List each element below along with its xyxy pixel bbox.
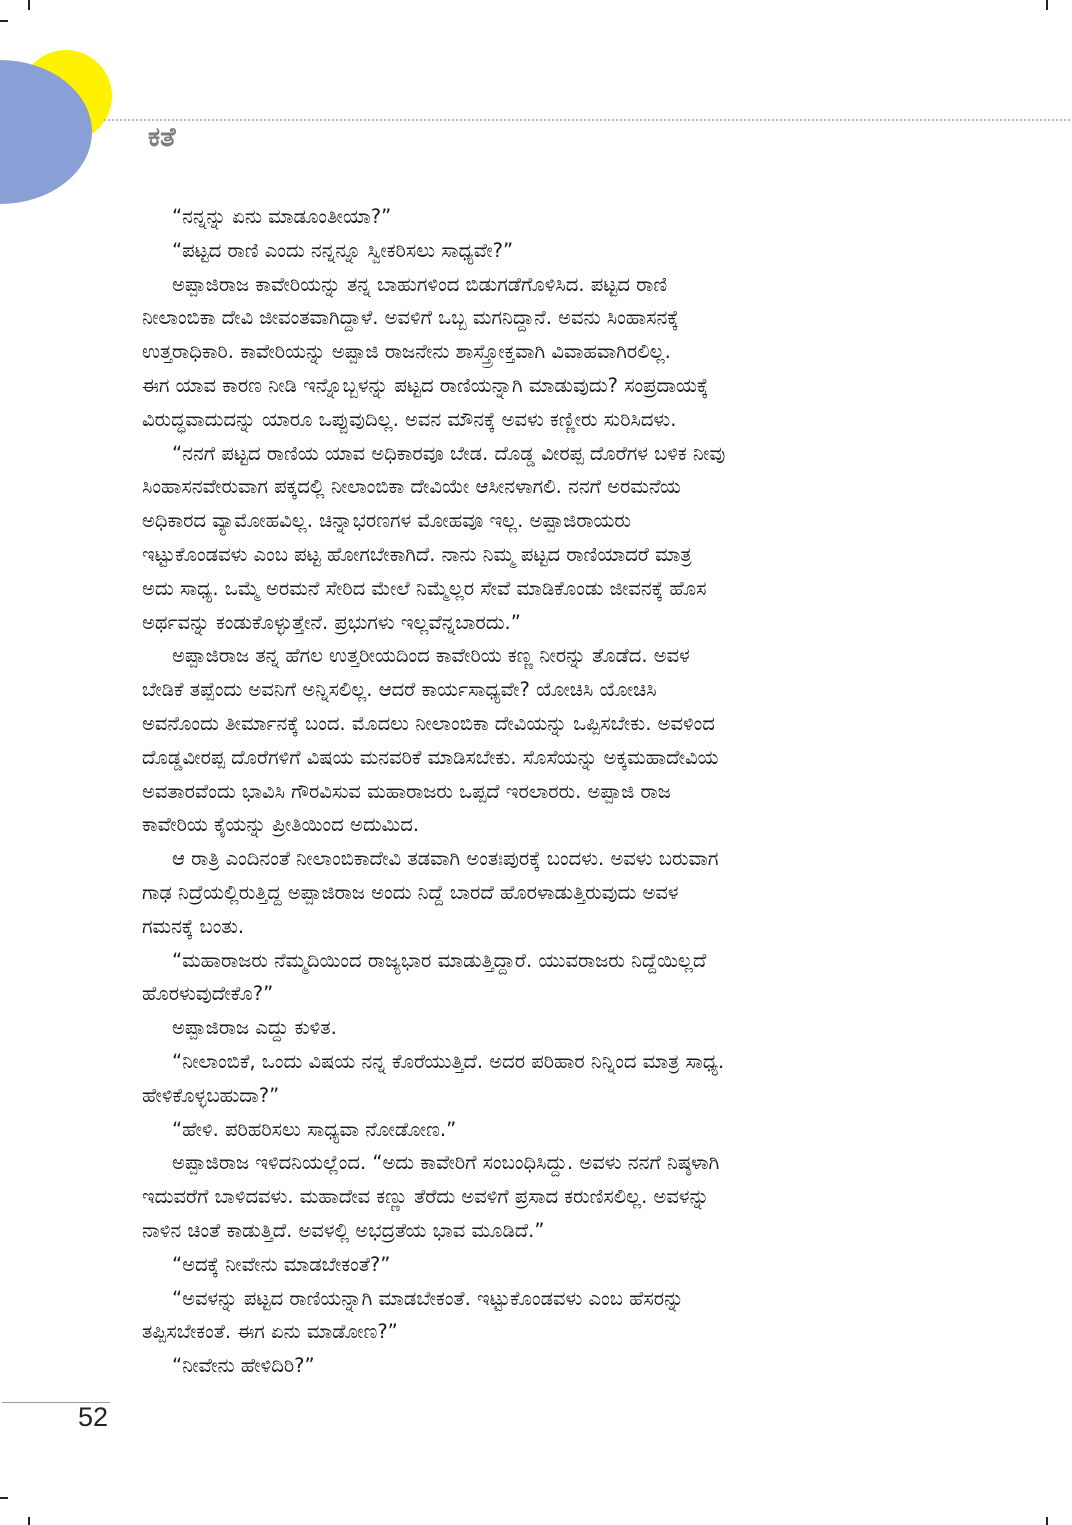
text-line: “ನೀವೇನು ಹೇಳಿದಿರಿ?” xyxy=(172,1354,315,1378)
text-line: ಅಪ್ಪಾಜಿರಾಜ ಎದ್ದು ಕುಳಿತ. xyxy=(172,1016,337,1040)
text-line: “ಅವಳನ್ನು ಪಟ್ಟದ ರಾಣಿಯನ್ನಾಗಿ ಮಾಡಬೇಕಂತೆ. ಇಟ್ಟುಕೊಂಡವಳು ಎಂಬ ಹೆಸರನ್ನು xyxy=(172,1286,684,1310)
crop-mark-top-right xyxy=(1046,0,1048,10)
header-dotted-rule xyxy=(104,119,1070,121)
text-line: “ನೀಲಾಂಬಿಕೆ, ಒಂದು ವಿಷಯ ನನ್ನ ಕೊರೆಯುತ್ತಿದೆ. ಅದರ ಪರಿಹಾರ ನಿನ್ನಿಂದ ಮಾತ್ರ ಸಾಧ್ಯ. xyxy=(172,1049,725,1073)
text-line: ಕಾವೇರಿಯ ಕೈಯನ್ನು ಪ್ರೀತಿಯಿಂದ ಅದುಮಿದ. xyxy=(142,813,420,837)
text-line: ವಿರುದ್ಧವಾದುದನ್ನು ಯಾರೂ ಒಪ್ಪುವುದಿಲ್ಲ. ಅವನ ಮೌನಕ್ಕೆ ಅವಳು ಕಣ್ಣೀರು ಸುರಿಸಿದಳು. xyxy=(142,407,677,431)
text-line: ಅಧಿಕಾರದ ವ್ಯಾಮೋಹವಿಲ್ಲ. ಚಿನ್ನಾಭರಣಗಳ ಮೋಹವೂ ಇಲ್ಲ. ಅಪ್ಪಾಜಿರಾಯರು xyxy=(142,509,631,533)
text-line: “ಅದಕ್ಕೆ ನೀವೇನು ಮಾಡಬೇಕಂತೆ?” xyxy=(172,1252,391,1276)
text-line: “ಹೇಳಿ. ಪರಿಹರಿಸಲು ಸಾಧ್ಯವಾ ನೋಡೋಣ.” xyxy=(172,1117,457,1141)
text-line: “ಪಟ್ಟದ ರಾಣಿ ಎಂದು ನನ್ನನ್ನೂ ಸ್ವೀಕರಿಸಲು ಸಾಧ್ಯವೇ?” xyxy=(172,238,514,262)
text-line: ಅಪ್ಪಾಜಿರಾಜ ಇಳಿದನಿಯಲ್ಲೆಂದ. “ಅದು ಕಾವೇರಿಗೆ ಸಂಬಂಧಿಸಿದ್ದು. ಅವಳು ನನಗೆ ನಿಷ್ಠಳಾಗಿ xyxy=(172,1151,720,1175)
text-line: ಗಾಢ ನಿದ್ರೆಯಲ್ಲಿರುತ್ತಿದ್ದ ಅಪ್ಪಾಜಿರಾಜ ಅಂದು ನಿದ್ದೆ ಬಾರದೆ ಹೊರಳಾಡುತ್ತಿರುವುದು ಅವಳ xyxy=(142,880,679,904)
crop-mark-bottom-right xyxy=(1046,1517,1048,1525)
text-line: ಉತ್ತರಾಧಿಕಾರಿ. ಕಾವೇರಿಯನ್ನು ಅಪ್ಪಾಜಿ ರಾಜನೇನು ಶಾಸ್ತ್ರೋಕ್ತವಾಗಿ ವಿವಾಹವಾಗಿರಲಿಲ್ಲ. xyxy=(142,340,671,364)
text-line: ಇದುವರೆಗೆ ಬಾಳಿದವಳು. ಮಹಾದೇವ ಕಣ್ಣು ತೆರೆದು ಅವಳಿಗೆ ಪ್ರಸಾದ ಕರುಣಿಸಲಿಲ್ಲ. ಅವಳನ್ನು xyxy=(142,1185,710,1209)
page-number: 52 xyxy=(78,1402,109,1432)
text-line: ತಪ್ಪಿಸಬೇಕಂತೆ. ಈಗ ಏನು ಮಾಡೋಣ?” xyxy=(142,1320,398,1344)
text-line: ಆ ರಾತ್ರಿ ಎಂದಿನಂತೆ ನೀಲಾಂಬಿಕಾದೇವಿ ತಡವಾಗಿ ಅಂತಃಪುರಕ್ಕೆ ಬಂದಳು. ಅವಳು ಬರುವಾಗ xyxy=(172,847,719,871)
crop-mark-left-bottom xyxy=(0,1497,8,1499)
text-line: “ನನಗೆ ಪಟ್ಟದ ರಾಣಿಯ ಯಾವ ಅಧಿಕಾರವೂ ಬೇಡ. ದೊಡ್ಡ ವೀರಪ್ಪ ದೊರೆಗಳ ಬಳಿಕ ನೀವು xyxy=(172,441,726,465)
text-line: ದೊಡ್ಡವೀರಪ್ಪ ದೊರೆಗಳಿಗೆ ವಿಷಯ ಮನವರಿಕೆ ಮಾಡಿಸಬೇಕು. ಸೊಸೆಯನ್ನು ಅಕ್ಕಮಹಾದೇವಿಯ xyxy=(142,745,719,769)
text-line: ಅವನೊಂದು ತೀರ್ಮಾನಕ್ಕೆ ಬಂದ. ಮೊದಲು ನೀಲಾಂಬಿಕಾ ದೇವಿಯನ್ನು ಒಪ್ಪಿಸಬೇಕು. ಅವಳಿಂದ xyxy=(142,711,715,735)
text-line: ಬೇಡಿಕೆ ತಪ್ಪೆಂದು ಅವನಿಗೆ ಅನ್ನಿಸಲಿಲ್ಲ. ಆದರೆ ಕಾರ್ಯಸಾಧ್ಯವೇ? ಯೋಚಿಸಿ ಯೋಚಿಸಿ xyxy=(142,678,657,702)
text-line: ಸಿಂಹಾಸನವೇರುವಾಗ ಪಕ್ಕದಲ್ಲಿ ನೀಲಾಂಬಿಕಾ ದೇವಿಯೇ ಆಸೀನಳಾಗಲಿ. ನನಗೆ ಅರಮನೆಯ xyxy=(142,475,681,499)
text-line: ಇಟ್ಟುಕೊಂಡವಳು ಎಂಬ ಪಟ್ಟ ಹೋಗಬೇಕಾಗಿದೆ. ನಾನು ನಿಮ್ಮ ಪಟ್ಟದ ರಾಣಿಯಾದರೆ ಮಾತ್ರ xyxy=(142,542,692,566)
section-label: ಕತೆ xyxy=(148,122,176,153)
text-line: ನೀಲಾಂಬಿಕಾ ದೇವಿ ಜೀವಂತವಾಗಿದ್ದಾಳೆ. ಅವಳಿಗೆ ಒಬ್ಬ ಮಗನಿದ್ದಾನೆ. ಅವನು ಸಿಂಹಾಸನಕ್ಕೆ xyxy=(142,306,679,330)
text-line: ಹೊರಳುವುದೇಕೊ?” xyxy=(142,982,274,1006)
text-line: ಅವತಾರವೆಂದು ಭಾವಿಸಿ ಗೌರವಿಸುವ ಮಹಾರಾಜರು ಒಪ್ಪದೆ ಇರಲಾರರು. ಅಪ್ಪಾಜಿ ರಾಜ xyxy=(142,779,671,803)
text-line: ಈಗ ಯಾವ ಕಾರಣ ನೀಡಿ ಇನ್ನೊಬ್ಬಳನ್ನು ಪಟ್ಟದ ರಾಣಿಯನ್ನಾಗಿ ಮಾಡುವುದು? ಸಂಪ್ರದಾಯಕ್ಕೆ xyxy=(142,373,709,397)
text-line: “ಮಹಾರಾಜರು ನೆಮ್ಮದಿಯಿಂದ ರಾಜ್ಯಭಾರ ಮಾಡುತ್ತಿದ್ದಾರೆ. ಯುವರಾಜರು ನಿದ್ದೆಯಿಲ್ಲದೆ xyxy=(172,948,707,972)
text-line: ಅದು ಸಾಧ್ಯ. ಒಮ್ಮೆ ಅರಮನೆ ಸೇರಿದ ಮೇಲೆ ನಿಮ್ಮೆಲ್ಲರ ಸೇವೆ ಮಾಡಿಕೊಂಡು ಜೀವನಕ್ಕೆ ಹೊಸ xyxy=(142,576,707,600)
crop-mark-bottom-left xyxy=(28,1517,30,1525)
text-line: “ನನ್ನನ್ನು ಏನು ಮಾಡೂಂತೀಯಾ?” xyxy=(172,205,392,228)
text-line: ಅಪ್ಪಾಜಿರಾಜ ತನ್ನ ಹೆಗಲ ಉತ್ತರೀಯದಿಂದ ಕಾವೇರಿಯ ಕಣ್ಣ ನೀರನ್ನು ತೊಡೆದ. ಅವಳ xyxy=(172,644,690,668)
text-line: ಅಪ್ಪಾಜಿರಾಜ ಕಾವೇರಿಯನ್ನು ತನ್ನ ಬಾಹುಗಳಿಂದ ಬಿಡುಗಡೆಗೊಳಿಸಿದ. ಪಟ್ಟದ ರಾಣಿ xyxy=(172,272,668,296)
story-body-text xyxy=(142,200,942,1383)
crop-mark-top-left xyxy=(28,0,30,10)
text-line: ಹೇಳಿಕೊಳ್ಳಬಹುದಾ?” xyxy=(142,1083,280,1107)
crop-mark-left-top xyxy=(0,20,8,22)
text-line: ಗಮನಕ್ಕೆ ಬಂತು. xyxy=(142,914,245,938)
text-line: ನಾಳಿನ ಚಿಂತೆ ಕಾಡುತ್ತಿದೆ. ಅವಳಲ್ಲಿ ಅಭದ್ರತೆಯ ಭಾವ ಮೂಡಿದೆ.” xyxy=(142,1218,545,1242)
text-line: ಅರ್ಥವನ್ನು ಕಂಡುಕೊಳ್ಳುತ್ತೇನೆ. ಪ್ರಭುಗಳು ಇಲ್ಲವೆನ್ನಬಾರದು.” xyxy=(142,610,521,634)
